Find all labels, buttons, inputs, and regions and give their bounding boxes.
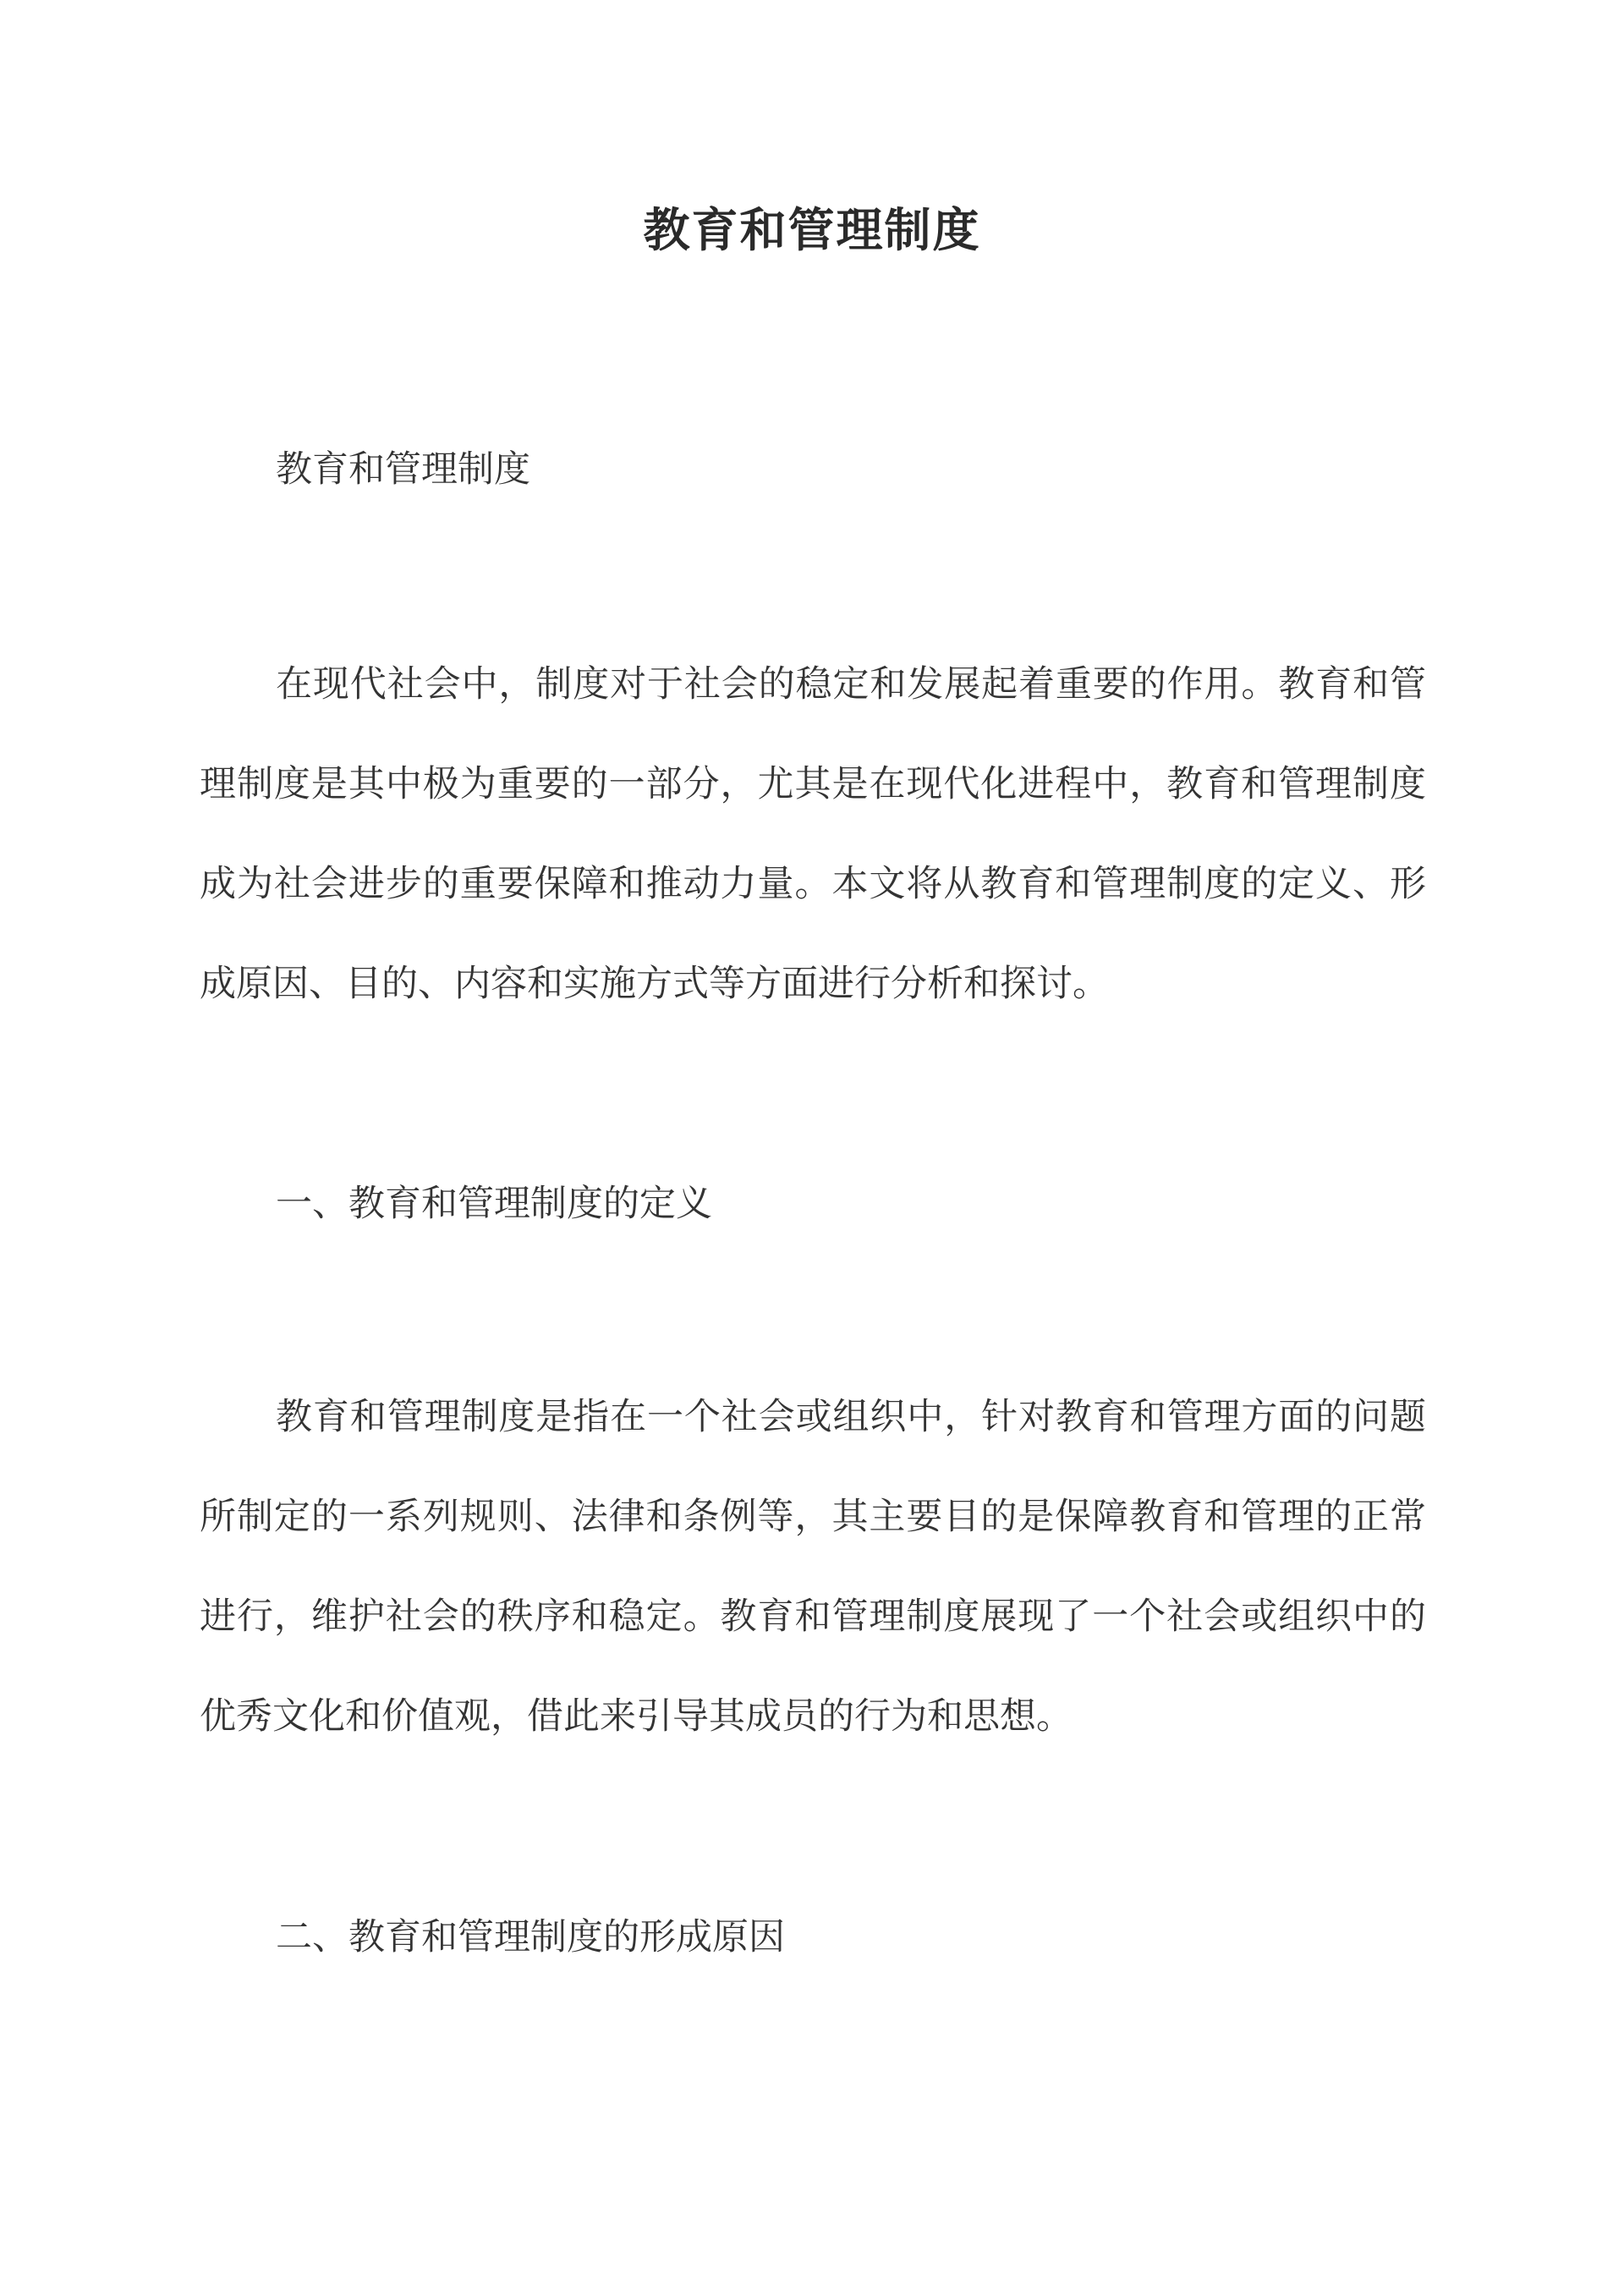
intro-paragraph: 在现代社会中，制度对于社会的稳定和发展起着重要的作用。教育和管理制度是其中极为重要的一部分，尤其是在现代化进程中，教育和管理制度成为社会进步的重要保障和推动力量。本文将从教育和管理制度的定义、形成原因、目的、内容和实施方式等方面进行分析和探讨。 <box>200 663 1426 1005</box>
document-subtitle: 教育和管理制度 <box>276 448 530 491</box>
section-heading-definition: 一、教育和管理制度的定义 <box>276 1183 712 1225</box>
document-title: 教育和管理制度 <box>643 202 981 257</box>
definition-paragraph: 教育和管理制度是指在一个社会或组织中，针对教育和管理方面的问题所制定的一系列规则、法律和条例等，其主要目的是保障教育和管理的正常进行，维护社会的秩序和稳定。教育和管理制度展现了一个社会或组织中的优秀文化和价值观，借此来引导其成员的行为和思想。 <box>200 1396 1426 1738</box>
section-heading-causes: 二、教育和管理制度的形成原因 <box>276 1916 785 1958</box>
